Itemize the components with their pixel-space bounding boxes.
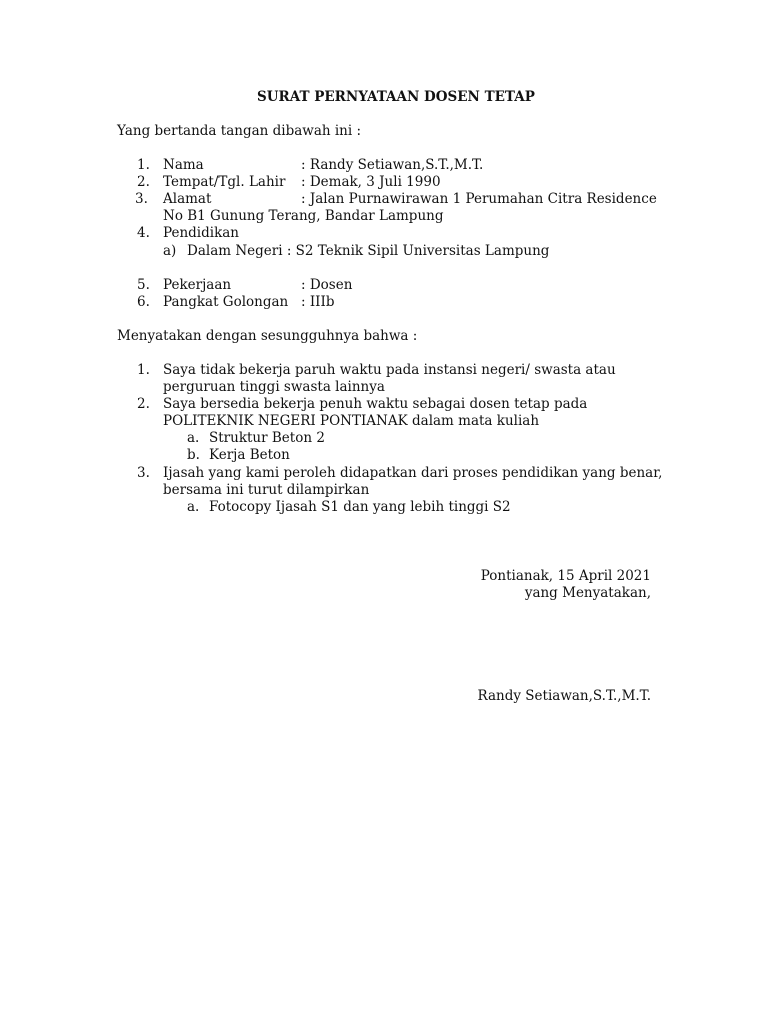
identity-label: Tempat/Tgl. Lahir <box>163 174 286 190</box>
statement-text: Saya bersedia bekerja penuh waktu sebagai dosen tetap pada <box>163 396 588 412</box>
statement-text: bersama ini turut dilampirkan <box>163 482 370 498</box>
identity-num: 4. <box>137 225 150 241</box>
signatory-name: Randy Setiawan,S.T.,M.T. <box>477 688 651 704</box>
identity-num: 6. <box>137 294 150 310</box>
statement-text: POLITEKNIK NEGERI PONTIANAK dalam mata kuliah <box>163 413 540 429</box>
subject-item: Struktur Beton 2 <box>209 430 325 446</box>
identity-label: Pangkat Golongan <box>163 294 289 310</box>
identity-value: : Jalan Purnawirawan 1 Perumahan Citra Residence <box>301 191 657 207</box>
statement-num: 3. <box>137 465 150 481</box>
identity-num: 2. <box>137 174 150 190</box>
document-title: SURAT PERNYATAAN DOSEN TETAP <box>257 89 535 105</box>
identity-value: : Dosen <box>301 277 353 293</box>
identity-num: 1. <box>137 157 150 173</box>
place-date: Pontianak, 15 April 2021 <box>480 568 651 584</box>
identity-label: Alamat <box>163 191 212 207</box>
subject-letter: a. <box>187 430 200 446</box>
attachment-letter: a. <box>187 499 200 515</box>
statement-text: Ijasah yang kami peroleh didapatkan dari proses pendidikan yang benar, <box>163 465 663 481</box>
identity-label: Pendidikan <box>163 225 240 241</box>
declarant-label: yang Menyatakan, <box>524 585 651 601</box>
intro-text: Yang bertanda tangan dibawah ini : <box>117 123 362 139</box>
statement-text: perguruan tinggi swasta lainnya <box>163 379 385 395</box>
identity-num: 5. <box>137 277 150 293</box>
identity-value: : IIIb <box>301 294 335 310</box>
attachment-item: Fotocopy Ijasah S1 dan yang lebih tinggi S2 <box>209 499 511 515</box>
subject-item: Kerja Beton <box>209 447 290 463</box>
statement-text: Saya tidak bekerja paruh waktu pada instansi negeri/ swasta atau <box>163 362 616 378</box>
identity-value-continuation: No B1 Gunung Terang, Bandar Lampung <box>163 208 444 224</box>
statement-intro: Menyatakan dengan sesungguhnya bahwa : <box>117 328 418 344</box>
statement-num: 1. <box>137 362 150 378</box>
subject-letter: b. <box>187 447 200 463</box>
identity-label: Pekerjaan <box>163 277 232 293</box>
education-sub-text: Dalam Negeri : S2 Teknik Sipil Universitas Lampung <box>187 243 550 259</box>
identity-value: : Randy Setiawan,S.T.,M.T. <box>301 157 484 173</box>
statement-num: 2. <box>137 396 150 412</box>
identity-label: Nama <box>163 157 204 173</box>
identity-num: 3. <box>135 191 148 207</box>
education-sub-num: a) <box>163 243 177 259</box>
identity-value: : Demak, 3 Juli 1990 <box>301 174 441 190</box>
